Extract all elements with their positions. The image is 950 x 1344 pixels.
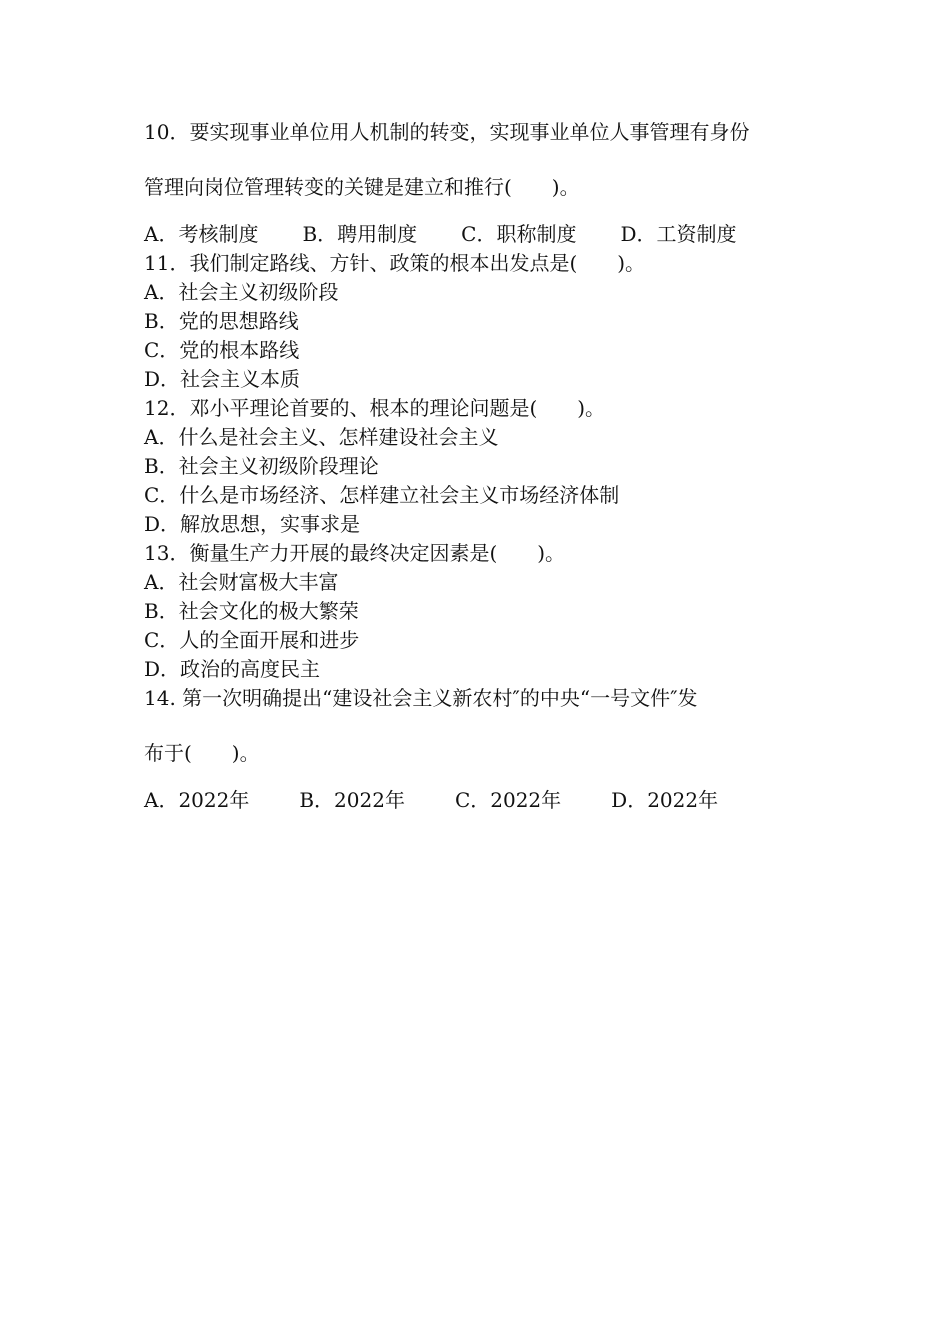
option-d: D．工资制度 [620, 222, 737, 246]
option-b: B．聘用制度 [302, 222, 418, 246]
question-12 [144, 394, 824, 539]
option-c: C．职称制度 [461, 222, 577, 246]
option-d: D．政治的高度民主 [144, 657, 321, 681]
option-c: C．2022年 [454, 788, 562, 812]
question-14 [144, 684, 824, 815]
option-d: D．解放思想，实事求是 [144, 512, 361, 536]
question-10-stem-line-2: 管理向岗位管理转变的关键是建立和推行( )。 [144, 175, 580, 199]
question-14-stem-line-1: 14. 第一次明确提出“建设社会主义新农村″的中央“一号文件″发 [144, 686, 698, 710]
option-a: A．社会财富极大丰富 [144, 570, 339, 594]
question-10-options [144, 220, 824, 249]
option-a: A．2022年 [144, 788, 250, 812]
option-b: B．2022年 [299, 788, 405, 812]
question-10 [144, 118, 824, 249]
question-list [144, 118, 824, 815]
option-c: C．党的根本路线 [144, 338, 300, 362]
question-10-stem-line-1: 10．要实现事业单位用人机制的转变，实现事业单位人事管理有身份 [144, 120, 750, 144]
question-14-stem-line-2: 布于( )。 [144, 741, 260, 765]
option-b: B．社会主义初级阶段理论 [144, 454, 379, 478]
option-a: A．考核制度 [144, 222, 259, 246]
question-12-stem: 12．邓小平理论首要的、根本的理论问题是( )。 [144, 396, 606, 420]
option-b: B．党的思想路线 [144, 309, 299, 333]
question-11-stem: 11．我们制定路线、方针、政策的根本出发点是( )。 [144, 251, 646, 275]
question-13 [144, 539, 824, 684]
option-a: A．社会主义初级阶段 [144, 280, 339, 304]
question-13-stem: 13．衡量生产力开展的最终决定因素是( )。 [144, 541, 566, 565]
option-c: C．什么是市场经济、怎样建立社会主义市场经济体制 [144, 483, 620, 507]
option-d: D．社会主义本质 [144, 367, 301, 391]
question-11 [144, 249, 824, 394]
option-b: B．社会文化的极大繁荣 [144, 599, 359, 623]
option-c: C．人的全面开展和进步 [144, 628, 360, 652]
option-a: A．什么是社会主义、怎样建设社会主义 [144, 425, 499, 449]
question-14-options [144, 786, 824, 815]
option-d: D．2022年 [611, 788, 719, 812]
